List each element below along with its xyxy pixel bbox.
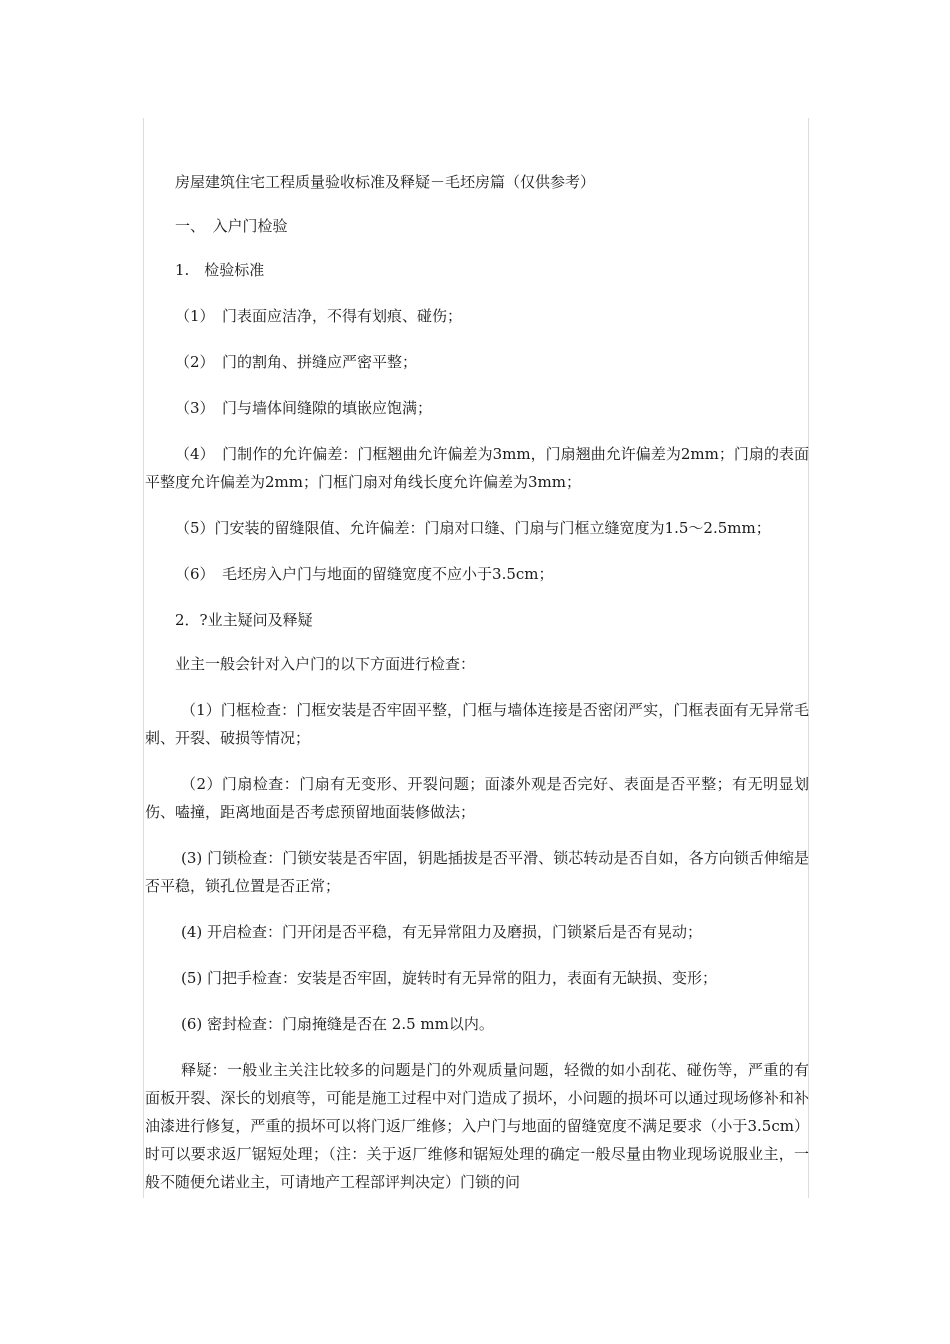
section-heading: 一、 入户门检验	[175, 217, 288, 235]
check-item: （2）门扇检查：门扇有无变形、开裂问题；面漆外观是否完好、表面是否平整；有无明显划伤、嗑撞，距离地面是否考虑预留地面装修做法；	[145, 775, 809, 821]
subsection-heading: 2．?业主疑问及释疑	[175, 611, 313, 629]
check-item: (3) 门锁检查：门锁安装是否牢固，钥匙插拔是否平滑、锁芯转动是否自如，各方向锁舌伸缩是否平稳，锁孔位置是否正常；	[145, 849, 809, 895]
standard-item: （2） 门的割角、拼缝应严密平整；	[175, 353, 418, 371]
standard-item: （1） 门表面应洁净，不得有划痕、碰伤；	[175, 307, 463, 325]
check-item: (4) 开启检查：门开闭是否平稳，有无异常阻力及磨损，门锁紧后是否有晃动；	[181, 923, 703, 941]
subsection-heading: 1. 检验标准	[175, 261, 265, 279]
check-item: (6) 密封检查：门扇掩缝是否在 2.5 mm以内。	[181, 1015, 494, 1033]
standard-item: （4） 门制作的允许偏差：门框翘曲允许偏差为3mm，门扇翘曲允许偏差为2mm；门扇的表面平整度允许偏差为2mm；门框门扇对角线长度允许偏差为3mm；	[145, 445, 809, 491]
intro-paragraph: 业主一般会针对入户门的以下方面进行检查：	[175, 655, 476, 673]
standard-item: （5）门安装的留缝限值、允许偏差：门扇对口缝、门扇与门框立缝宽度为1.5～2.5mm；	[175, 519, 771, 537]
explanation-paragraph: 释疑：一般业主关注比较多的问题是门的外观质量问题，轻微的如小刮花、碰伤等，严重的有面板开裂、深长的划痕等，可能是施工过程中对门造成了损坏，小问题的损坏可以通过现场修补和补油漆进行修复，严重的损坏可以将门返厂维修；入户门与地面的留缝宽度不满足要求（小于3.5cm）时可以要求返厂锯短处理；（注：关于返厂维修和锯短处理的确定一般尽量由物业现场说服业主，一般不随便允诺业主，可请地产工程部评判决定）门锁的问	[145, 1061, 809, 1191]
check-item: （1）门框检查：门框安装是否牢固平整，门框与墙体连接是否密闭严实，门框表面有无异常毛刺、开裂、破损等情况；	[145, 701, 809, 747]
standard-item: （6） 毛坯房入户门与地面的留缝宽度不应小于3.5cm；	[175, 565, 554, 583]
standard-item: （3） 门与墙体间缝隙的填嵌应饱满；	[175, 399, 433, 417]
check-item: (5) 门把手检查：安装是否牢固，旋转时有无异常的阻力，表面有无缺损、变形；	[181, 969, 718, 987]
document-title: 房屋建筑住宅工程质量验收标准及释疑－毛坯房篇（仅供参考）	[175, 173, 596, 191]
